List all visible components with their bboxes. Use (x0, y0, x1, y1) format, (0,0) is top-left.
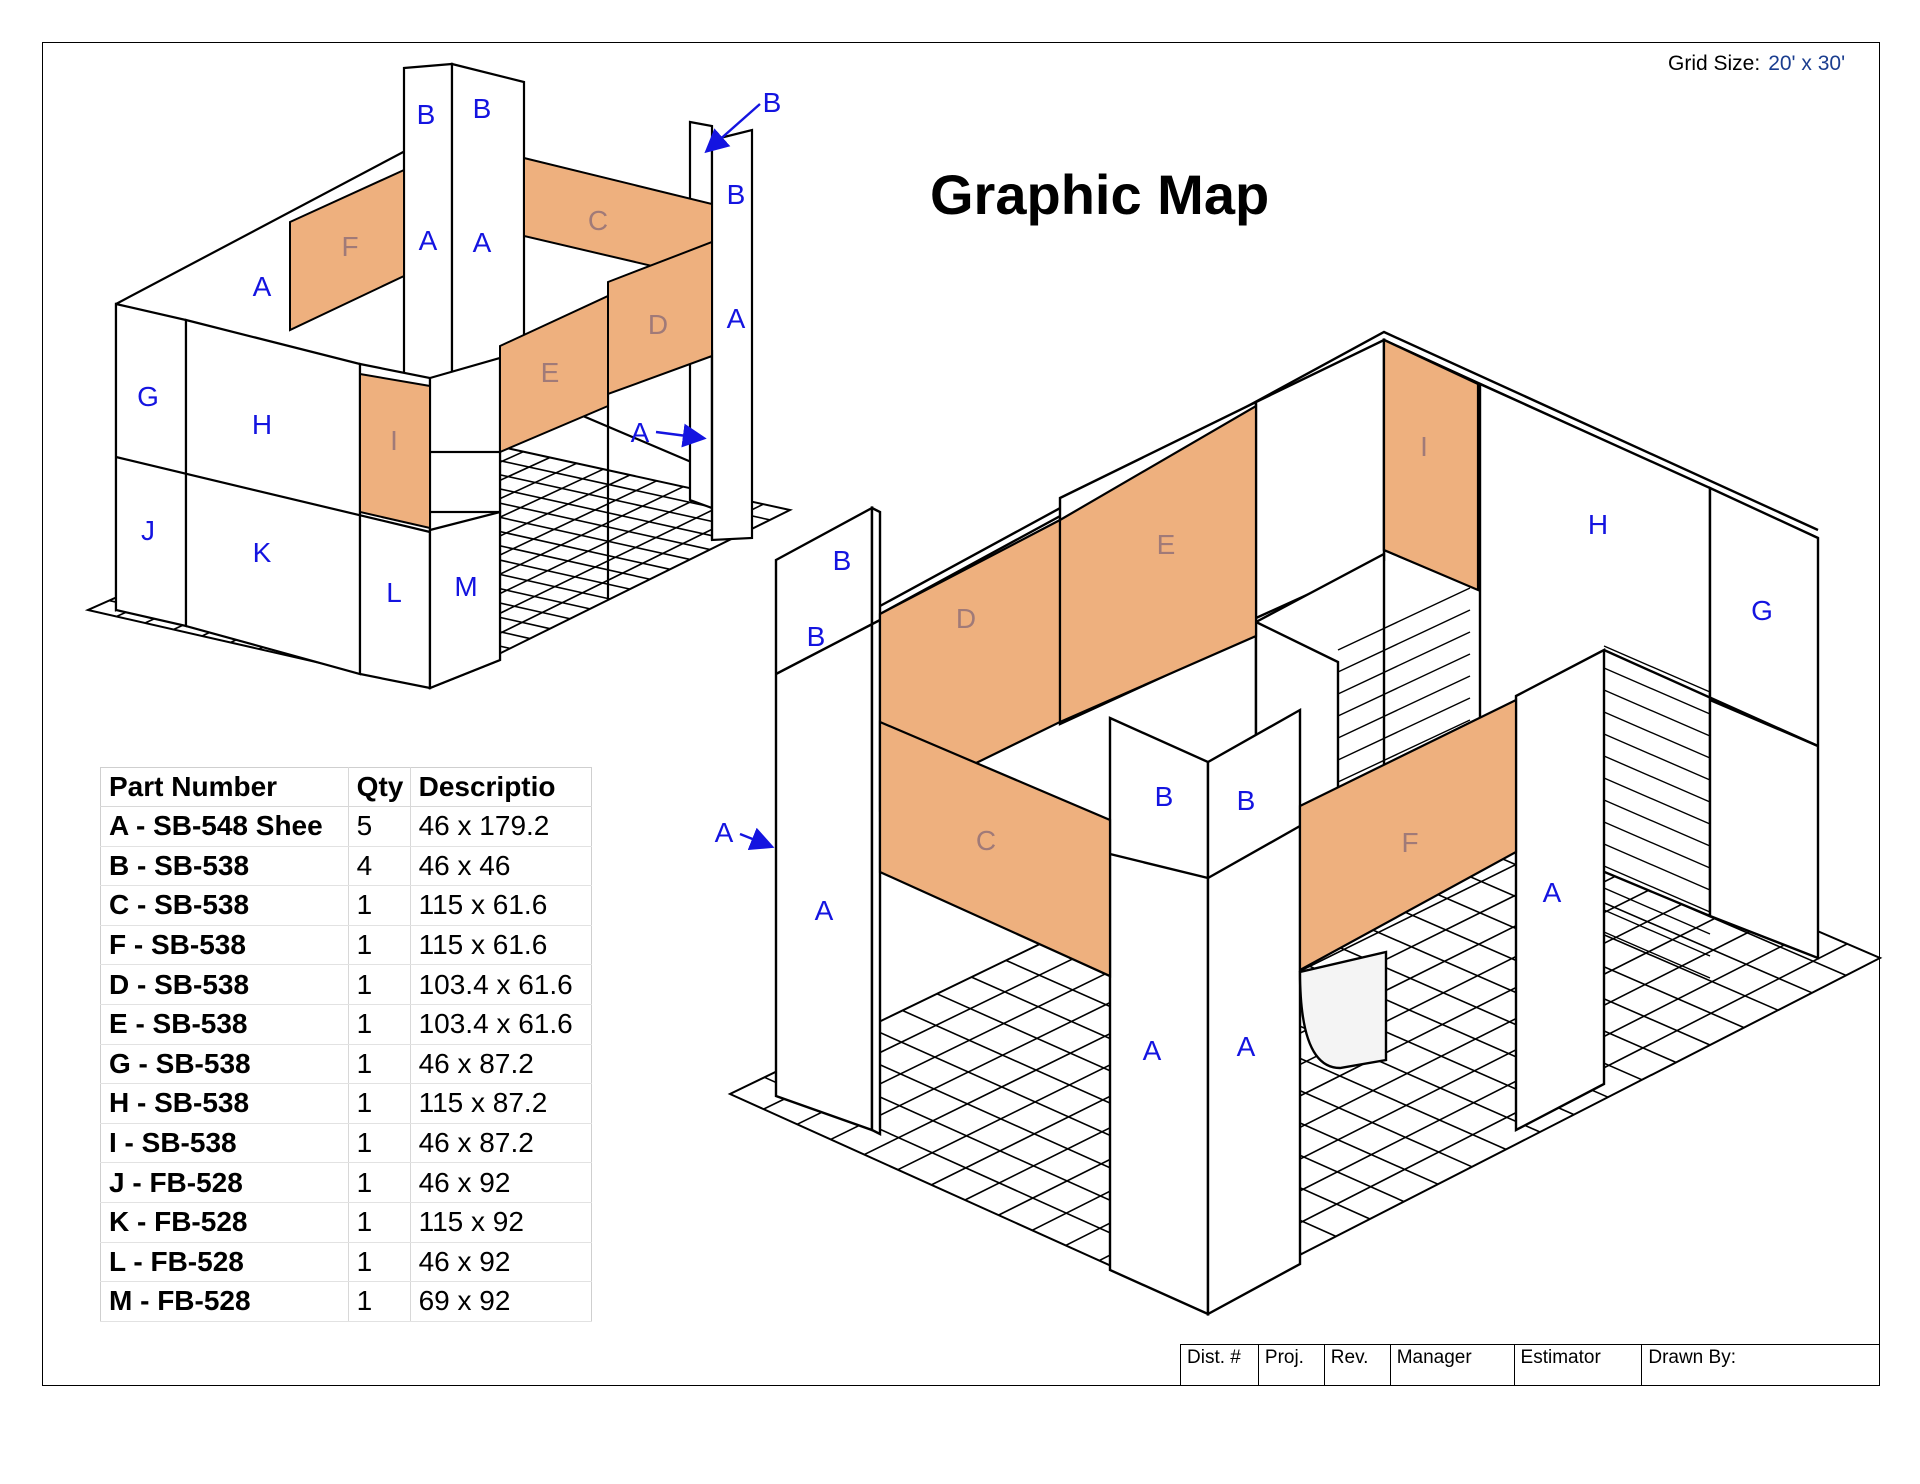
qty-cell: 1 (348, 1242, 410, 1282)
qty-cell: 1 (348, 1084, 410, 1124)
label-G: G (1751, 595, 1773, 626)
part-number-cell: E - SB-538 (101, 1004, 349, 1044)
label-A: A (1236, 1031, 1256, 1062)
table-row (101, 807, 592, 847)
label-E: E (1156, 529, 1176, 560)
label-M: M (454, 571, 478, 602)
part-number-cell: G - SB-538 (101, 1044, 349, 1084)
label-E: E (540, 357, 560, 388)
large-booth-view (715, 332, 1880, 1314)
description-cell: 115 x 87.2 (410, 1084, 591, 1124)
table-row (101, 1202, 592, 1242)
qty-cell: 1 (348, 1282, 410, 1322)
label-A: A (418, 225, 438, 256)
large-callout-arrows (740, 834, 770, 846)
table-row (101, 925, 592, 965)
qty-cell: 1 (348, 1202, 410, 1242)
label-D: D (955, 603, 977, 634)
part-number-cell: D - SB-538 (101, 965, 349, 1005)
part-number-cell: J - FB-528 (101, 1163, 349, 1203)
description-cell: 46 x 179.2 (410, 807, 591, 847)
part-number-cell: M - FB-528 (101, 1282, 349, 1322)
header-description: Descriptio (410, 768, 591, 807)
header-part-number: Part Number (101, 768, 349, 807)
label-A: A (630, 417, 650, 448)
description-cell: 46 x 87.2 (410, 1123, 591, 1163)
grid-size-label: Grid Size: (1668, 52, 1761, 75)
qty-cell: 1 (348, 1163, 410, 1203)
part-number-cell: I - SB-538 (101, 1123, 349, 1163)
label-A: A (1542, 877, 1562, 908)
label-D: D (647, 309, 669, 340)
qty-cell: 1 (348, 1004, 410, 1044)
table-row (101, 1163, 592, 1203)
label-B: B (726, 179, 746, 210)
label-B: B (762, 87, 782, 118)
title-block-field: Proj. (1259, 1345, 1325, 1386)
description-cell: 103.4 x 61.6 (410, 1004, 591, 1044)
label-C: C (587, 205, 609, 236)
table-row (101, 965, 592, 1005)
label-F: F (1401, 827, 1419, 858)
label-B: B (1236, 785, 1256, 816)
qty-cell: 1 (348, 1044, 410, 1084)
parts-table-body (101, 807, 592, 1322)
description-cell: 115 x 92 (410, 1202, 591, 1242)
table-row (101, 1282, 592, 1322)
label-A: A (814, 895, 834, 926)
qty-cell: 5 (348, 807, 410, 847)
label-A: A (1142, 1035, 1162, 1066)
label-H: H (1587, 509, 1609, 540)
table-row (101, 1004, 592, 1044)
label-B: B (832, 545, 852, 576)
description-cell: 46 x 87.2 (410, 1044, 591, 1084)
description-cell: 46 x 92 (410, 1163, 591, 1203)
description-cell: 103.4 x 61.6 (410, 965, 591, 1005)
label-A: A (726, 303, 746, 334)
label-K: K (252, 537, 272, 568)
parts-table-header (101, 768, 592, 807)
small-booth-view (88, 64, 790, 688)
part-number-cell: F - SB-538 (101, 925, 349, 965)
part-number-cell: K - FB-528 (101, 1202, 349, 1242)
part-number-cell: B - SB-538 (101, 846, 349, 886)
part-number-cell: L - FB-528 (101, 1242, 349, 1282)
qty-cell: 1 (348, 1123, 410, 1163)
description-cell: 46 x 46 (410, 846, 591, 886)
title-block-field: Estimator (1515, 1345, 1643, 1386)
label-A: A (714, 817, 734, 848)
label-J: J (141, 515, 155, 546)
large-panel-I (1384, 340, 1478, 590)
qty-cell: 1 (348, 965, 410, 1005)
label-I: I (1420, 431, 1428, 462)
description-cell: 46 x 92 (410, 1242, 591, 1282)
table-row (101, 1242, 592, 1282)
part-number-cell: C - SB-538 (101, 886, 349, 926)
label-B: B (472, 93, 492, 124)
label-G: G (137, 381, 159, 412)
callout-arrow (740, 834, 770, 846)
page-title: Graphic Map (930, 163, 1270, 226)
qty-cell: 1 (348, 925, 410, 965)
label-F: F (341, 231, 359, 262)
label-L: L (386, 577, 402, 608)
qty-cell: 1 (348, 886, 410, 926)
label-C: C (975, 825, 997, 856)
title-block-field: Manager (1391, 1345, 1515, 1386)
table-row (101, 846, 592, 886)
part-number-cell: A - SB-548 Shee (101, 807, 349, 847)
label-B: B (806, 621, 826, 652)
label-A: A (252, 271, 272, 302)
title-block-field: Dist. # (1181, 1345, 1259, 1386)
title-block (1180, 1344, 1880, 1386)
slatwall-line (1604, 932, 1710, 978)
label-B: B (416, 99, 436, 130)
table-row (101, 1123, 592, 1163)
part-number-cell: H - SB-538 (101, 1084, 349, 1124)
table-row (101, 1044, 592, 1084)
table-row (101, 886, 592, 926)
label-A: A (472, 227, 492, 258)
header-qty: Qty (348, 768, 410, 807)
grid-size-value: 20' x 30' (1768, 52, 1846, 75)
parts-table (100, 767, 592, 1322)
table-row (101, 1084, 592, 1124)
description-cell: 115 x 61.6 (410, 925, 591, 965)
description-cell: 115 x 61.6 (410, 886, 591, 926)
label-H: H (251, 409, 273, 440)
title-block-field: Rev. (1325, 1345, 1391, 1386)
qty-cell: 4 (348, 846, 410, 886)
description-cell: 69 x 92 (410, 1282, 591, 1322)
label-I: I (390, 425, 398, 456)
label-B: B (1154, 781, 1174, 812)
title-block-field: Drawn By: (1648, 1347, 1736, 1368)
